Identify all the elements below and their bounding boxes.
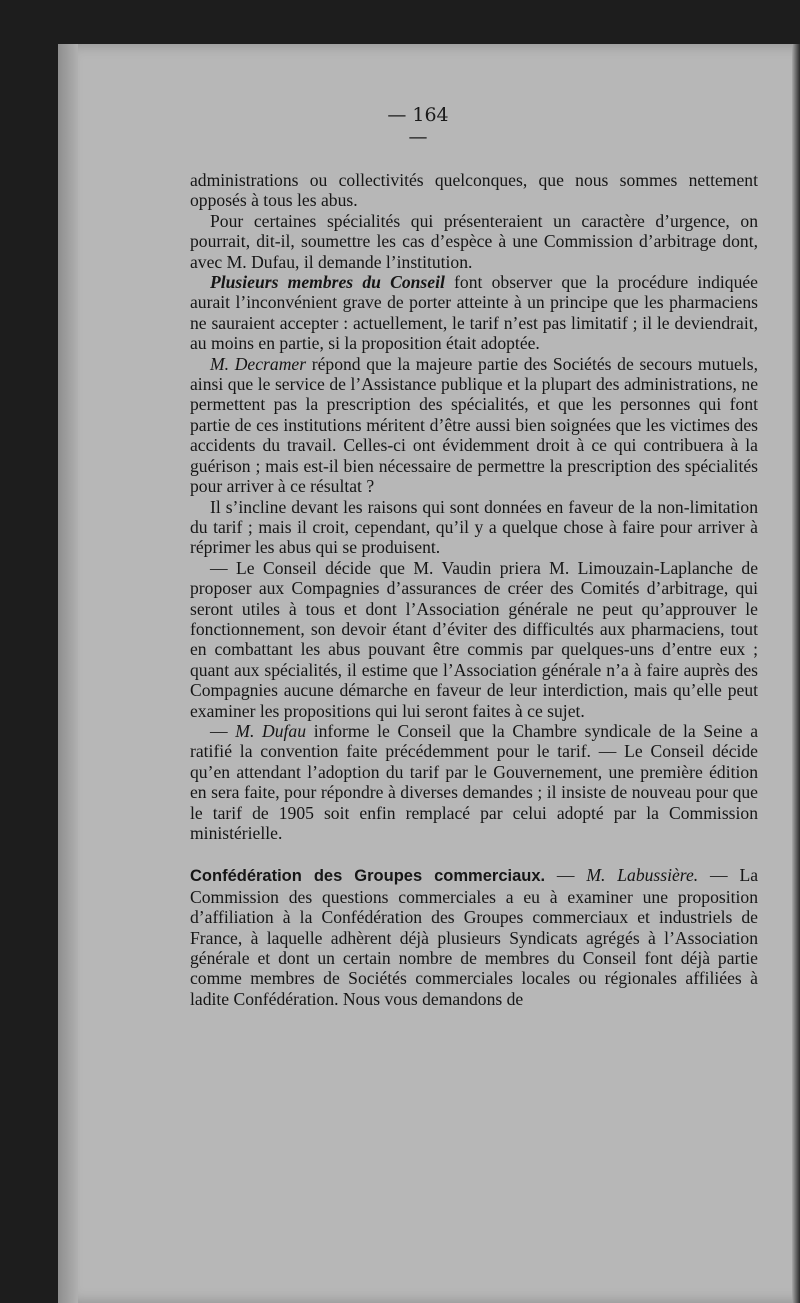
- body-text: [190, 170, 758, 1009]
- page-edge: [792, 44, 800, 1303]
- paragraph-7: — M. Dufau informe le Conseil que la Chambre syndicale de la Seine a ratifié la convention faite précédemment pour le tarif. — Le Conseil décide qu’en attendant l’adoption du tarif par le Gouvernement, une première édition en sera faite, pour répondre à diverses demandes ; il insiste de nouveau pour que le tarif de 1905 soit enfin remplacé par celui adopté par la Commission ministérielle.: [190, 720, 759, 843]
- paragraph-4: M. Decramer répond que la majeure partie des Sociétés de secours mutuels, ainsi que le service de l’Assistance publique et la plupart des administrations, ne permettent pas la prescription des spécialités, et que les personnes qui font partie de ces institutions méritent d’être aussi bien soignées que les victimes des accidents du travail. Celles-ci ont évidemment droit à ce qui contribuera à la guérison ; mais est-il bien nécessaire de permettre la prescription des spécialités pour arriver à ce résultat ?: [190, 353, 758, 497]
- speaker-name: Plusieurs membres du Conseil: [210, 272, 445, 293]
- speaker-name: M. Labussière.: [586, 865, 699, 886]
- section-paragraph: Confédération des Groupes commerciaux. — M. Labussière. — La Commission des questions commerciales a eu à examiner une proposition d’affiliation à la Confédération des Groupes commerciaux et industriels de France, à laquelle adhèrent déjà plusieurs Syndicats agrégés à l’Association générale et dont un certain nombre de membres du Conseil font déjà partie comme membres de Sociétés commerciales locales ou régionales affiliées à ladite Confédération. Nous vous demandons de: [190, 865, 758, 1009]
- paragraph-5: Il s’incline devant les raisons qui sont données en faveur de la non-limitation du tarif ; mais il croit, cependant, qu’il y a quelque chose à faire pour arriver à réprimer les abus qui se produisent.: [190, 496, 758, 558]
- speaker-name: M. Dufau: [235, 720, 307, 741]
- section-title: Confédération des Groupes commerciaux.: [190, 867, 546, 886]
- paragraph-3: Plusieurs membres du Conseil font observer que la procédure indiquée aurait l’inconvénient grave de porter atteinte à un principe que les pharmaciens ne sauraient accepter : actuellement, le tarif n’est pas limitatif ; il le deviendrait, au moins en partie, si la proposition était adoptée.: [190, 272, 758, 354]
- paragraph-2: Pour certaines spécialités qui présenteraient un caractère d’urgence, on pourrait, dit-il, soumettre les cas d’espèce à une Commission d’arbitrage dont, avec M. Dufau, il demande l’institution.: [190, 210, 758, 272]
- speaker-name: M. Decramer: [210, 353, 307, 374]
- page-gutter: [58, 44, 78, 1303]
- page-number: — 164 —: [387, 104, 449, 148]
- paragraph-1: administrations ou collectivités quelconques, que nous sommes nettement opposés à tous les abus.: [190, 170, 758, 211]
- paragraph-6: — Le Conseil décide que M. Vaudin priera M. Limouzain-Laplanche de proposer aux Compagnies d’assurances de créer des Comités d’arbitrage, qui seront utiles à tous et dont l’Association générale ne peut qu’approuver le fonctionnement, son devoir étant d’éviter des difficultés aux pharmaciens, tout en combattant les abus pouvant être commis par quelques-uns d’entre eux ; quant aux spécialités, il estime que l’Association générale n’a à faire auprès des Compagnies aucune démarche en faveur de leur interdiction, mais qu’elle peut examiner les propositions qui lui seront faites à ce sujet.: [190, 557, 758, 721]
